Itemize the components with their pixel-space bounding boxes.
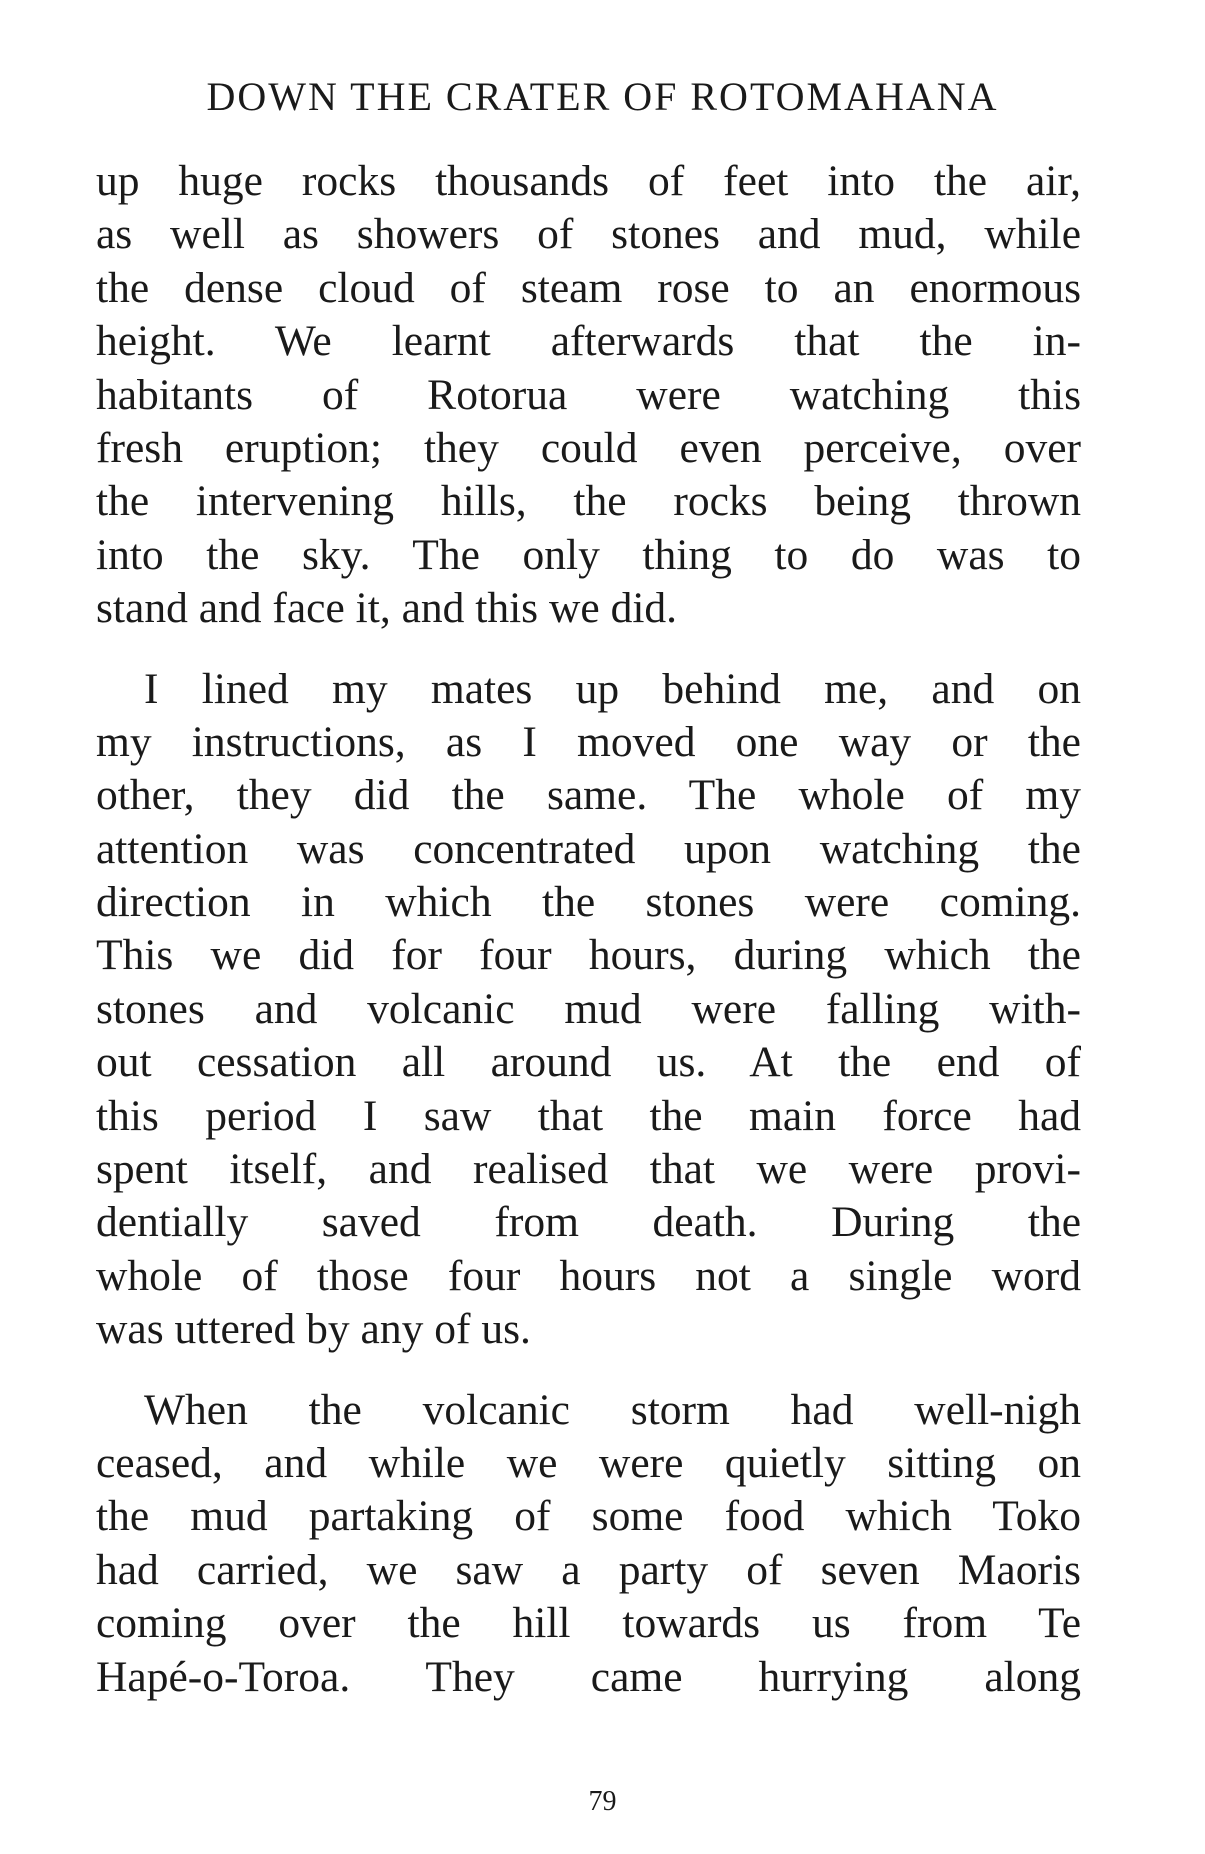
text-line: the dense cloud of steam rose to an enormous: [96, 263, 1081, 312]
text-line: as well as showers of stones and mud, while: [96, 210, 1081, 259]
text-line: This we did for four hours, during which the: [96, 931, 1081, 980]
text-line: habitants of Rotorua were watching this: [96, 370, 1081, 419]
paragraph: [96, 1384, 1081, 1704]
text-line: When the volcanic storm had well-nigh: [144, 1385, 1081, 1434]
text-line: whole of those four hours not a single word: [96, 1251, 1081, 1300]
text-line: into the sky. The only thing to do was to: [96, 530, 1081, 579]
body-text: [96, 155, 1081, 1704]
text-line: Hapé-o-Toroa. They came hurrying along: [96, 1652, 1081, 1701]
text-line: had carried, we saw a party of seven Maoris: [96, 1545, 1081, 1594]
text-line: height. We learnt afterwards that the in-: [96, 317, 1081, 366]
text-line: up huge rocks thousands of feet into the air,: [96, 157, 1081, 205]
running-title: DOWN THE CRATER OF ROTOMAHANA: [206, 74, 999, 119]
text-line: direction in which the stones were coming.: [96, 878, 1081, 927]
text-line: spent itself, and realised that we were provi-: [96, 1145, 1081, 1194]
text-line: ceased, and while we were quietly sitting on: [96, 1438, 1081, 1487]
text-line: other, they did the same. The whole of my: [96, 771, 1081, 820]
text-line: coming over the hill towards us from Te: [96, 1599, 1081, 1648]
text-line: the mud partaking of some food which Toko: [96, 1492, 1081, 1541]
paragraph-gap: [96, 1357, 1081, 1384]
paragraph-gap: [96, 636, 1081, 663]
text-line: fresh eruption; they could even perceive, over: [96, 423, 1081, 472]
text-line: I lined my mates up behind me, and on: [144, 664, 1081, 713]
text-line: stand and face it, and this we did.: [96, 584, 678, 633]
text-line: my instructions, as I moved one way or the: [96, 717, 1081, 766]
text-line: the intervening hills, the rocks being thrown: [96, 477, 1081, 526]
text-line: stones and volcanic mud were falling with-: [96, 984, 1081, 1033]
text-line: dentially saved from death. During the: [96, 1198, 1081, 1247]
text-line: this period I saw that the main force had: [96, 1091, 1081, 1140]
paragraph: [96, 663, 1081, 1357]
paragraph: [96, 155, 1081, 636]
page-number: 79: [588, 1786, 617, 1817]
text-line: attention was concentrated upon watching the: [96, 824, 1081, 873]
text-line: out cessation all around us. At the end of: [96, 1038, 1081, 1087]
text-line: was uttered by any of us.: [96, 1305, 531, 1354]
